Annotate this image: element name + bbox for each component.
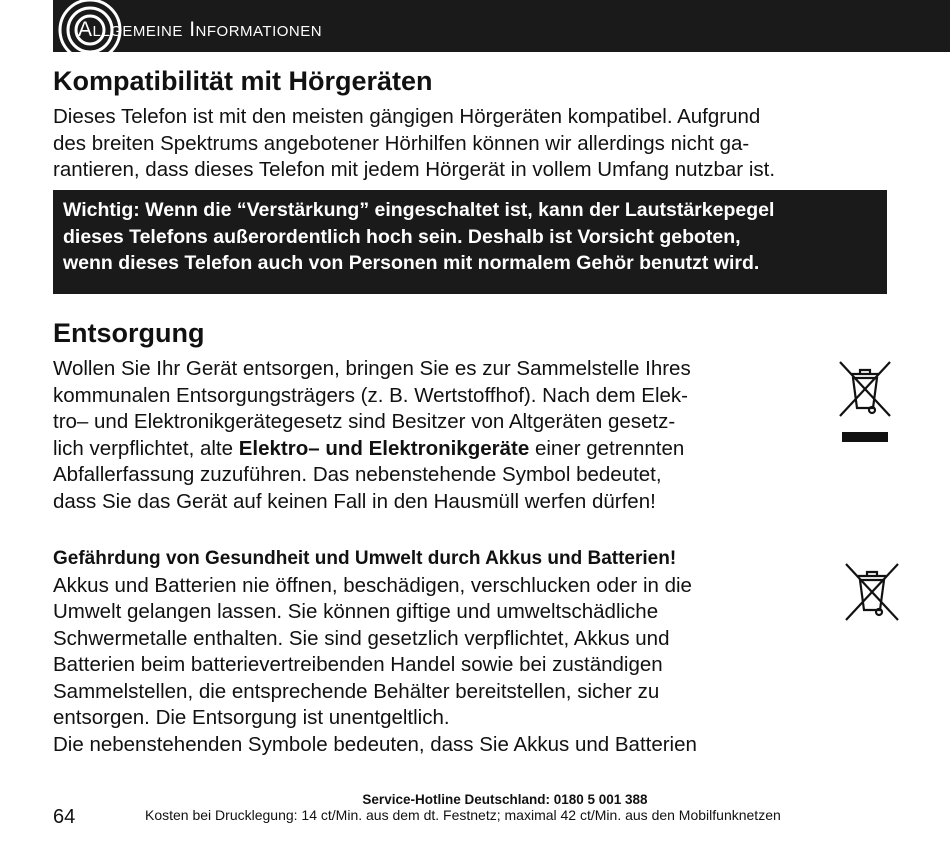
text-line: Akkus und Batterien nie öffnen, beschädigen, verschlucken oder in die	[53, 573, 692, 597]
text-line	[53, 436, 691, 463]
heading-compatibility: Kompatibilität mit Hörgeräten	[53, 66, 433, 96]
warning-line: Wichtig: Wenn die “Verstärkung” eingeschaltet ist, kann der Lautstärkepegel	[63, 199, 775, 221]
cost-notice: Kosten bei Drucklegung: 14 ct/Min. aus dem dt. Festnetz; maximal 42 ct/Min. aus den Mobilfunknetzen	[145, 807, 781, 823]
text-segment: einer getrennten	[529, 436, 685, 460]
text-line: Sammelstellen, die entsprechende Behälter bereitstellen, sicher zu	[53, 679, 660, 703]
text-line: kommunalen Entsorgungsträgers (z. B. Wertstoffhof). Nach dem Elek-	[53, 383, 689, 407]
header-title: Allgemeine Informationen	[78, 18, 323, 41]
crossed-out-wheelie-bin-icon	[838, 360, 892, 444]
text-line: rantieren, dass dieses Telefon mit jedem Hörgerät in vollem Umfang nutzbar ist.	[53, 158, 776, 181]
heading-disposal: Entsorgung	[53, 318, 205, 348]
page-number: 64	[53, 806, 76, 828]
text-line: Die nebenstehenden Symbole bedeuten, dass Sie Akkus und Batterien	[53, 732, 697, 756]
warning-box	[53, 190, 887, 294]
text-line: Abfallerfassung zuzuführen. Das nebenstehende Symbol bedeutet,	[53, 463, 662, 486]
service-hotline: Service-Hotline Deutschland: 0180 5 001 388	[362, 792, 648, 807]
text-line: Schwermetalle enthalten. Sie sind gesetzlich verpflichtet, Akkus und	[53, 626, 670, 650]
text-line: entsorgen. Die Entsorgung ist unentgeltlich.	[53, 706, 450, 729]
disposal-paragraph	[53, 356, 691, 515]
text-line: des breiten Spektrums angebotener Hörhilfen können wir allerdings nicht ga-	[53, 131, 750, 155]
text-line: Wollen Sie Ihr Gerät entsorgen, bringen Sie es zur Sammelstelle Ihres	[53, 357, 691, 380]
crossed-out-wheelie-bin-icon	[844, 562, 900, 622]
text-line: dass Sie das Gerät auf keinen Fall in den Hausmüll werfen dürfen!	[53, 489, 656, 513]
text-line: Dieses Telefon ist mit den meisten gängigen Hörgeräten kompatibel. Aufgrund	[53, 105, 761, 128]
text-line: tro– und Elektronikgerätegesetz sind Besitzer von Altgeräten gesetz-	[53, 410, 676, 433]
batteries-paragraph	[53, 546, 697, 758]
text-line: Batterien beim batterievertreibenden Handel sowie bei zuständigen	[53, 653, 663, 676]
batteries-subheading: Gefährdung von Gesundheit und Umwelt durch Akkus und Batterien!	[53, 548, 677, 569]
warning-line: wenn dieses Telefon auch von Personen mit normalem Gehör benutzt wird.	[63, 252, 760, 274]
bold-text-segment: Elektro– und Elektronikgeräte	[238, 436, 530, 460]
warning-line: dieses Telefons außerordentlich hoch sein. Deshalb ist Vorsicht geboten,	[63, 225, 741, 248]
text-line: Umwelt gelangen lassen. Sie können giftige und umweltschädliche	[53, 600, 659, 623]
compatibility-paragraph	[53, 104, 775, 184]
text-segment: lich verpflichtet, alte	[53, 436, 239, 460]
